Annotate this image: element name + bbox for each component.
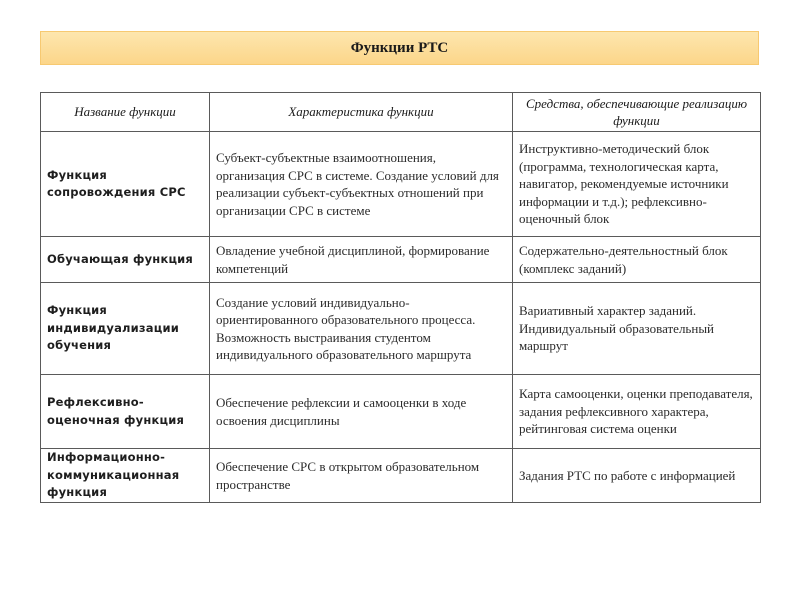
header-function-characteristic: Характеристика функции — [210, 93, 513, 132]
function-means-cell: Задания РТС по работе с информацией — [513, 449, 761, 503]
function-characteristic-cell: Овладение учебной дисциплиной, формирование компетенций — [210, 237, 513, 283]
table-row — [41, 449, 761, 503]
table-row — [41, 283, 761, 375]
function-characteristic-cell: Обеспечение СРС в открытом образовательном пространстве — [210, 449, 513, 503]
page-title: Функции РТС — [350, 39, 449, 56]
function-means-cell: Инструктивно-методический блок (программа, технологическая карта, навигатор, рекомендуемые источники информации и т.д.); рефлексивно-оценочный блок — [513, 132, 761, 237]
function-name-cell: Обучающая функция — [41, 237, 210, 283]
title-banner — [40, 31, 759, 65]
function-characteristic-cell: Обеспечение рефлексии и самооценки в ходе освоения дисциплины — [210, 375, 513, 449]
header-function-name: Название функции — [41, 93, 210, 132]
table-header-row — [41, 93, 761, 132]
function-name-cell: Функция индивидуализации обучения — [41, 283, 210, 375]
header-function-means: Средства, обеспечивающие реализацию функции — [513, 93, 761, 132]
table-row — [41, 132, 761, 237]
function-means-cell: Карта самооценки, оценки преподавателя, задания рефлексивного характера, рейтинговая система оценки — [513, 375, 761, 449]
function-means-cell: Содержательно-деятельностный блок (комплекс заданий) — [513, 237, 761, 283]
function-characteristic-cell: Создание условий индивидуально-ориентированного образовательного процесса. Возможность выстраивания студентом индивидуального образовательного маршрута — [210, 283, 513, 375]
table-row — [41, 375, 761, 449]
function-name-cell: Рефлексивно-оценочная функция — [41, 375, 210, 449]
table-row — [41, 237, 761, 283]
function-means-cell: Вариативный характер заданий. Индивидуальный образовательный маршрут — [513, 283, 761, 375]
function-characteristic-cell: Субъект-субъектные взаимоотношения, организация СРС в системе. Создание условий для реализации субъект-субъектных отношений при организации СРС в системе — [210, 132, 513, 237]
function-name-cell: Информационно-коммуникационная функция — [41, 449, 210, 503]
function-name-cell: Функция сопровождения СРС — [41, 132, 210, 237]
functions-table — [40, 92, 761, 503]
